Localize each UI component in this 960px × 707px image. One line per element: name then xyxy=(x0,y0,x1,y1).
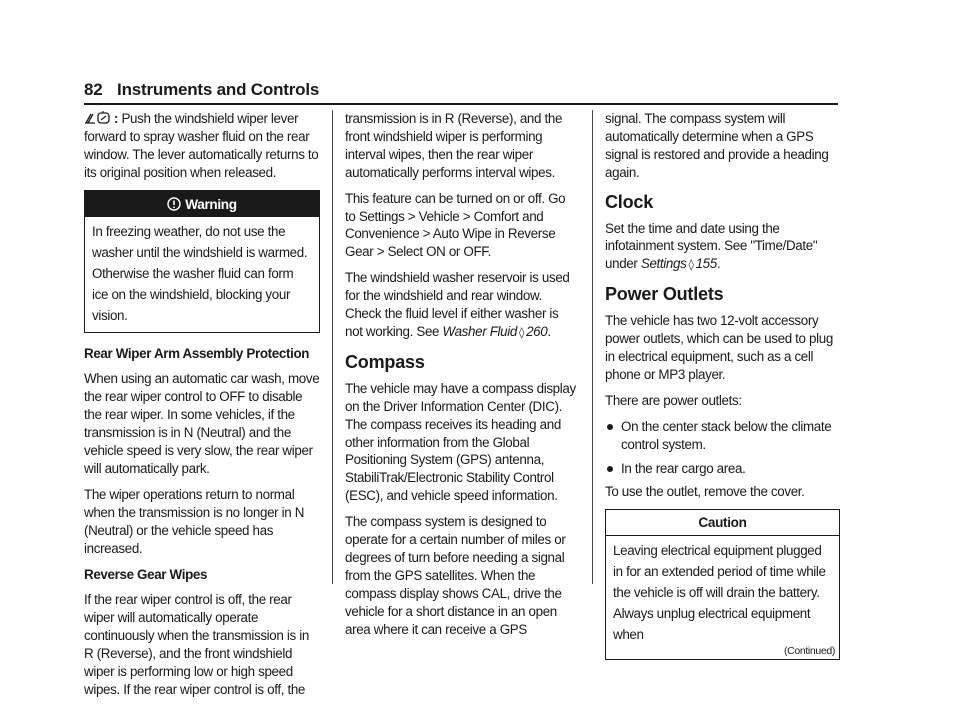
compass-paragraph: The vehicle may have a compass display on the Driver Information Center (DIC). The compass receives its heading and other information from the Global Positioning System (GPS) antenna, StabiliTrak/Electronic Stability Control (ESC), and vehicle speed information. xyxy=(345,380,576,504)
page-number: 82 xyxy=(84,80,103,99)
settings-link[interactable]: Settings xyxy=(640,256,687,272)
power-paragraph-2: There are power outlets: xyxy=(605,392,742,408)
rear-arm-paragraph: When using an automatic car wash, move the rear wiper control to OFF to disable the rear wiper. In some vehicles, if the transmission is in N (Neutral) and the vehicle speed is very slow, the rear wiper will automatically park. xyxy=(84,371,320,476)
list-item: In the rear cargo area. xyxy=(605,460,840,478)
column-divider xyxy=(332,110,333,584)
continued-label: (Continued) xyxy=(783,645,835,658)
power-paragraph: The vehicle has two 12-volt accessory power outlets, which can be used to plug in electrical equipment, such as a cell phone or MP3 player. xyxy=(605,313,833,382)
rear-arm-heading: Rear Wiper Arm Assembly Protection xyxy=(84,345,310,361)
caution-header: Caution xyxy=(606,510,839,536)
column-divider xyxy=(592,110,593,584)
column-2 xyxy=(345,110,578,646)
warning-box xyxy=(84,190,320,333)
power-outlets-heading: Power Outlets xyxy=(605,284,724,305)
power-paragraph-3: To use the outlet, remove the cover. xyxy=(605,484,805,500)
warning-body: In freezing weather, do not use the washer until the windshield is warmed. Otherwise the washer fluid can form ice on the windshield, blocking your vision. xyxy=(92,223,308,323)
rear-washer-icon xyxy=(84,111,114,125)
page-ref-number[interactable]: 155 xyxy=(695,256,717,272)
section-title: Instruments and Controls xyxy=(117,80,320,99)
reservoir-paragraph: The windshield washer reservoir is used for the windshield and rear window. Check the fluid level if either washer is not working. See Washer Fluid ◊ 260. xyxy=(345,270,570,339)
continued-paragraph: transmission is in R (Reverse), and the front windshield wiper is performing interval wipes, then the rear wiper automatically performs interval wipes. xyxy=(345,111,563,180)
list-item: On the center stack below the climate control system. xyxy=(605,418,840,454)
page-ref-number[interactable]: 260 xyxy=(526,323,548,339)
warning-header: Warning xyxy=(85,191,319,217)
continued-paragraph: signal. The compass system will automatically determine when a GPS signal is restored and provide a heading again. xyxy=(605,111,829,180)
caution-box xyxy=(605,509,840,660)
caution-body: Leaving electrical equipment plugged in for an extended period of time while the vehicle is off will drain the battery. Always unplug electrical equipment when xyxy=(613,543,826,643)
washer-fluid-link[interactable]: Washer Fluid xyxy=(442,323,517,339)
reverse-heading: Reverse Gear Wipes xyxy=(84,566,208,582)
reverse-paragraph: If the rear wiper control is off, the rear wiper will automatically operate continuously when the transmission is in R (Reverse), and the front windshield wiper is performing low or high speed wipes. If the rear wiper control is off, the xyxy=(84,592,309,697)
compass-heading: Compass xyxy=(345,351,425,372)
warning-icon xyxy=(167,197,181,211)
column-3 xyxy=(605,110,840,672)
clock-heading: Clock xyxy=(605,191,654,212)
page-ref-icon: ◊ xyxy=(688,258,694,272)
column-1 xyxy=(84,110,320,707)
page-ref-icon: ◊ xyxy=(518,325,525,339)
settings-paragraph: This feature can be turned on or off. Go to Settings > Vehicle > Comfort and Convenience > Auto Wipe in Reverse Gear > Select ON or OFF. xyxy=(345,190,566,260)
page-header xyxy=(84,80,319,100)
clock-paragraph: Set the time and date using the infotainment system. See "Time/Date" under Settings ◊ 155. xyxy=(605,220,818,272)
washer-paragraph: : Push the windshield wiper lever forward to spray washer fluid on the rear window. The lever automatically returns to its original position when released. xyxy=(84,111,319,180)
compass-paragraph-2: The compass system is designed to operate for a certain number of miles or degrees of turn before needing a signal from the GPS satellites. When the compass display shows CAL, drive the vehicle for a short distance in an open area where it can receive a GPS xyxy=(345,514,566,637)
header-rule xyxy=(84,103,838,105)
rear-arm-paragraph-2: The wiper operations return to normal when the transmission is no longer in N (Neutral) or the vehicle speed has increased. xyxy=(84,486,305,556)
